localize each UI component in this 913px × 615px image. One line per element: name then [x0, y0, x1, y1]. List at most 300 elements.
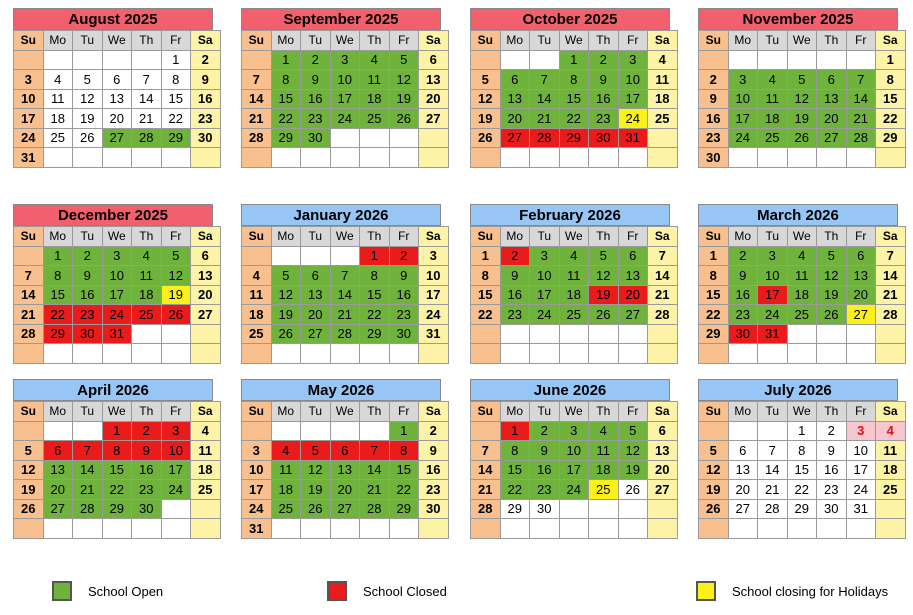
- day-cell: 6: [43, 441, 73, 461]
- day-cell: 3: [161, 421, 191, 441]
- day-cell: 1: [559, 50, 589, 70]
- day-cell: 27: [191, 305, 221, 325]
- day-cell: 21: [471, 480, 501, 500]
- weekday-header: Th: [589, 402, 619, 422]
- empty-cell: [242, 421, 272, 441]
- month-3: [698, 8, 898, 168]
- month-title: January 2026: [241, 204, 441, 226]
- day-cell: 5: [301, 441, 331, 461]
- day-cell: 20: [728, 480, 758, 500]
- day-cell: 11: [242, 285, 272, 305]
- day-cell: 27: [102, 128, 132, 148]
- weekday-header: Su: [699, 31, 729, 51]
- day-cell: 11: [758, 89, 788, 109]
- empty-cell: [846, 50, 876, 70]
- weekday-header: We: [559, 227, 589, 247]
- day-cell: 30: [73, 324, 103, 344]
- weekday-header: Su: [242, 227, 272, 247]
- day-cell: 27: [728, 499, 758, 519]
- month-grid: [241, 401, 449, 539]
- day-cell: 11: [787, 266, 817, 286]
- day-cell: 14: [242, 89, 272, 109]
- day-cell: 7: [758, 441, 788, 461]
- day-cell: 6: [301, 266, 331, 286]
- day-cell: 21: [242, 109, 272, 129]
- day-cell: 18: [43, 109, 73, 129]
- day-cell: 6: [728, 441, 758, 461]
- empty-cell: [360, 519, 390, 539]
- day-cell: 14: [471, 460, 501, 480]
- empty-cell: [73, 50, 103, 70]
- day-cell: 27: [846, 305, 876, 325]
- day-cell: 26: [73, 128, 103, 148]
- weekday-header: Sa: [191, 402, 221, 422]
- empty-cell: [846, 519, 876, 539]
- weekday-header: Su: [471, 227, 501, 247]
- day-cell: 16: [132, 460, 162, 480]
- day-cell: 12: [471, 89, 501, 109]
- empty-cell: [500, 148, 530, 168]
- day-cell: 27: [301, 324, 331, 344]
- empty-cell: [500, 324, 530, 344]
- day-cell: 22: [500, 480, 530, 500]
- weekday-header: Su: [242, 402, 272, 422]
- day-cell: 31: [618, 128, 648, 148]
- day-cell: 29: [102, 499, 132, 519]
- day-cell: 7: [648, 246, 678, 266]
- day-cell: 30: [191, 128, 221, 148]
- day-cell: 6: [846, 246, 876, 266]
- legend-open-label: School Open: [88, 584, 164, 599]
- empty-cell: [500, 50, 530, 70]
- day-cell: 27: [330, 499, 360, 519]
- day-cell: 27: [500, 128, 530, 148]
- day-cell: 17: [758, 285, 788, 305]
- day-cell: 6: [419, 50, 449, 70]
- weekday-header: Fr: [618, 402, 648, 422]
- empty-cell: [876, 519, 906, 539]
- day-cell: 9: [73, 266, 103, 286]
- day-cell: 24: [846, 480, 876, 500]
- month-1: [241, 8, 441, 168]
- day-cell: 19: [301, 480, 331, 500]
- day-cell: 19: [271, 305, 301, 325]
- day-cell: 28: [242, 128, 272, 148]
- day-cell: 12: [271, 285, 301, 305]
- day-cell: 25: [271, 499, 301, 519]
- day-cell: 30: [389, 324, 419, 344]
- month-grid: [470, 226, 678, 364]
- empty-cell: [132, 344, 162, 364]
- day-cell: 21: [132, 109, 162, 129]
- weekday-header: Su: [242, 31, 272, 51]
- day-cell: 24: [242, 499, 272, 519]
- empty-cell: [191, 499, 221, 519]
- day-cell: 24: [559, 480, 589, 500]
- month-title: March 2026: [698, 204, 898, 226]
- legend-holiday-label: School closing for Holidays: [732, 584, 889, 599]
- empty-cell: [389, 344, 419, 364]
- empty-cell: [589, 519, 619, 539]
- empty-cell: [530, 148, 560, 168]
- day-cell: 17: [530, 285, 560, 305]
- day-cell: 8: [43, 266, 73, 286]
- day-cell: 20: [191, 285, 221, 305]
- weekday-header: We: [559, 31, 589, 51]
- weekday-header: Mo: [500, 227, 530, 247]
- day-cell: 21: [846, 109, 876, 129]
- month-grid: [698, 401, 906, 539]
- day-cell: 9: [699, 89, 729, 109]
- weekday-header: Tu: [530, 227, 560, 247]
- day-cell: 16: [191, 89, 221, 109]
- empty-cell: [559, 344, 589, 364]
- weekday-header: Fr: [389, 227, 419, 247]
- day-cell: 30: [728, 324, 758, 344]
- day-cell: 24: [330, 109, 360, 129]
- day-cell: 23: [728, 305, 758, 325]
- day-cell: 18: [648, 89, 678, 109]
- day-cell: 10: [618, 70, 648, 90]
- empty-cell: [817, 50, 847, 70]
- empty-cell: [102, 148, 132, 168]
- day-cell: 24: [161, 480, 191, 500]
- day-cell: 10: [242, 460, 272, 480]
- month-grid: [13, 30, 221, 168]
- weekday-header: Th: [360, 227, 390, 247]
- empty-cell: [102, 50, 132, 70]
- day-cell: 24: [758, 305, 788, 325]
- day-cell: 18: [271, 480, 301, 500]
- day-cell: 5: [471, 70, 501, 90]
- day-cell: 21: [530, 109, 560, 129]
- empty-cell: [191, 324, 221, 344]
- weekday-header: Th: [360, 31, 390, 51]
- day-cell: 13: [846, 266, 876, 286]
- weekday-header: Sa: [648, 402, 678, 422]
- empty-cell: [846, 344, 876, 364]
- empty-cell: [471, 148, 501, 168]
- day-cell: 5: [73, 70, 103, 90]
- day-cell: 28: [132, 128, 162, 148]
- weekday-header: Mo: [728, 227, 758, 247]
- day-cell: 13: [43, 460, 73, 480]
- day-cell: 7: [846, 70, 876, 90]
- day-cell: 16: [589, 89, 619, 109]
- month-title: June 2026: [470, 379, 670, 401]
- empty-cell: [43, 344, 73, 364]
- day-cell: 11: [132, 266, 162, 286]
- day-cell: 17: [14, 109, 44, 129]
- day-cell: 23: [389, 305, 419, 325]
- month-5: [241, 204, 441, 364]
- day-cell: 13: [728, 460, 758, 480]
- day-cell: 29: [559, 128, 589, 148]
- empty-cell: [14, 246, 44, 266]
- day-cell: 3: [419, 246, 449, 266]
- day-cell: 1: [389, 421, 419, 441]
- day-cell: 15: [787, 460, 817, 480]
- day-cell: 12: [161, 266, 191, 286]
- empty-cell: [360, 344, 390, 364]
- day-cell: 5: [161, 246, 191, 266]
- day-cell: 25: [360, 109, 390, 129]
- day-cell: 8: [271, 70, 301, 90]
- day-cell: 2: [132, 421, 162, 441]
- weekday-header: Th: [817, 402, 847, 422]
- weekday-header: Sa: [419, 31, 449, 51]
- empty-cell: [728, 344, 758, 364]
- day-cell: 17: [330, 89, 360, 109]
- empty-cell: [559, 148, 589, 168]
- day-cell: 13: [500, 89, 530, 109]
- weekday-header: Mo: [271, 402, 301, 422]
- empty-cell: [817, 519, 847, 539]
- day-cell: 4: [787, 246, 817, 266]
- swatch-open: [52, 581, 72, 601]
- empty-cell: [618, 344, 648, 364]
- day-cell: 12: [73, 89, 103, 109]
- empty-cell: [43, 519, 73, 539]
- empty-cell: [699, 421, 729, 441]
- empty-cell: [389, 148, 419, 168]
- day-cell: 1: [102, 421, 132, 441]
- day-cell: 14: [758, 460, 788, 480]
- empty-cell: [589, 499, 619, 519]
- day-cell: 31: [758, 324, 788, 344]
- day-cell: 18: [132, 285, 162, 305]
- weekday-header: Mo: [500, 31, 530, 51]
- empty-cell: [471, 519, 501, 539]
- weekday-header: Mo: [43, 402, 73, 422]
- day-cell: 11: [271, 460, 301, 480]
- day-cell: 29: [787, 499, 817, 519]
- month-0: [13, 8, 213, 168]
- day-cell: 17: [846, 460, 876, 480]
- day-cell: 2: [73, 246, 103, 266]
- day-cell: 18: [559, 285, 589, 305]
- day-cell: 23: [589, 109, 619, 129]
- empty-cell: [132, 148, 162, 168]
- day-cell: 26: [161, 305, 191, 325]
- day-cell: 29: [500, 499, 530, 519]
- empty-cell: [699, 344, 729, 364]
- day-cell: 9: [191, 70, 221, 90]
- day-cell: 6: [817, 70, 847, 90]
- day-cell: 29: [43, 324, 73, 344]
- day-cell: 5: [271, 266, 301, 286]
- day-cell: 7: [132, 70, 162, 90]
- empty-cell: [648, 128, 678, 148]
- empty-cell: [758, 344, 788, 364]
- day-cell: 13: [648, 441, 678, 461]
- day-cell: 17: [161, 460, 191, 480]
- day-cell: 31: [242, 519, 272, 539]
- day-cell: 27: [817, 128, 847, 148]
- empty-cell: [618, 499, 648, 519]
- empty-cell: [419, 148, 449, 168]
- day-cell: 29: [271, 128, 301, 148]
- day-cell: 18: [589, 460, 619, 480]
- day-cell: 24: [618, 109, 648, 129]
- day-cell: 11: [191, 441, 221, 461]
- weekday-header: We: [330, 227, 360, 247]
- weekday-header: We: [102, 31, 132, 51]
- day-cell: 26: [589, 305, 619, 325]
- day-cell: 20: [43, 480, 73, 500]
- day-cell: 12: [618, 441, 648, 461]
- day-cell: 25: [758, 128, 788, 148]
- empty-cell: [330, 344, 360, 364]
- weekday-header: Sa: [191, 31, 221, 51]
- empty-cell: [728, 421, 758, 441]
- day-cell: 19: [161, 285, 191, 305]
- empty-cell: [817, 148, 847, 168]
- day-cell: 4: [271, 441, 301, 461]
- empty-cell: [271, 246, 301, 266]
- day-cell: 5: [589, 246, 619, 266]
- empty-cell: [758, 421, 788, 441]
- day-cell: 19: [817, 285, 847, 305]
- day-cell: 11: [360, 70, 390, 90]
- day-cell: 15: [161, 89, 191, 109]
- day-cell: 20: [102, 109, 132, 129]
- day-cell: 11: [648, 70, 678, 90]
- day-cell: 30: [419, 499, 449, 519]
- empty-cell: [132, 50, 162, 70]
- day-cell: 2: [699, 70, 729, 90]
- day-cell: 2: [817, 421, 847, 441]
- day-cell: 5: [389, 50, 419, 70]
- empty-cell: [330, 421, 360, 441]
- weekday-header: Tu: [530, 31, 560, 51]
- weekday-header: Fr: [618, 31, 648, 51]
- day-cell: 9: [419, 441, 449, 461]
- empty-cell: [787, 148, 817, 168]
- month-9: [241, 379, 441, 539]
- empty-cell: [389, 519, 419, 539]
- day-cell: 26: [271, 324, 301, 344]
- day-cell: 15: [271, 89, 301, 109]
- weekday-header: Mo: [271, 227, 301, 247]
- empty-cell: [589, 148, 619, 168]
- empty-cell: [787, 344, 817, 364]
- weekday-header: Fr: [846, 227, 876, 247]
- empty-cell: [589, 324, 619, 344]
- weekday-header: Su: [14, 31, 44, 51]
- day-cell: 9: [301, 70, 331, 90]
- empty-cell: [161, 344, 191, 364]
- day-cell: 21: [648, 285, 678, 305]
- empty-cell: [648, 344, 678, 364]
- day-cell: 25: [242, 324, 272, 344]
- day-cell: 18: [758, 109, 788, 129]
- day-cell: 7: [530, 70, 560, 90]
- day-cell: 9: [530, 441, 560, 461]
- day-cell: 1: [500, 421, 530, 441]
- weekday-header: We: [330, 402, 360, 422]
- empty-cell: [161, 499, 191, 519]
- day-cell: 7: [73, 441, 103, 461]
- day-cell: 10: [419, 266, 449, 286]
- day-cell: 13: [618, 266, 648, 286]
- day-cell: 9: [589, 70, 619, 90]
- month-title: November 2025: [698, 8, 898, 30]
- day-cell: 16: [699, 109, 729, 129]
- day-cell: 19: [589, 285, 619, 305]
- empty-cell: [271, 148, 301, 168]
- weekday-header: Fr: [161, 31, 191, 51]
- month-title: May 2026: [241, 379, 441, 401]
- day-cell: 20: [618, 285, 648, 305]
- month-11: [698, 379, 898, 539]
- day-cell: 12: [787, 89, 817, 109]
- day-cell: 29: [161, 128, 191, 148]
- day-cell: 10: [102, 266, 132, 286]
- empty-cell: [758, 148, 788, 168]
- day-cell: 28: [876, 305, 906, 325]
- day-cell: 17: [102, 285, 132, 305]
- day-cell: 8: [500, 441, 530, 461]
- day-cell: 22: [389, 480, 419, 500]
- day-cell: 24: [419, 305, 449, 325]
- weekday-header: Fr: [846, 402, 876, 422]
- weekday-header: Tu: [758, 227, 788, 247]
- day-cell: 27: [648, 480, 678, 500]
- empty-cell: [161, 324, 191, 344]
- empty-cell: [73, 421, 103, 441]
- day-cell: 30: [817, 499, 847, 519]
- day-cell: 2: [500, 246, 530, 266]
- empty-cell: [360, 421, 390, 441]
- day-cell: 18: [191, 460, 221, 480]
- day-cell: 24: [530, 305, 560, 325]
- day-cell: 26: [618, 480, 648, 500]
- day-cell: 4: [589, 421, 619, 441]
- month-grid: [13, 226, 221, 364]
- weekday-header: Tu: [758, 402, 788, 422]
- empty-cell: [559, 324, 589, 344]
- day-cell: 23: [132, 480, 162, 500]
- empty-cell: [242, 246, 272, 266]
- empty-cell: [14, 519, 44, 539]
- empty-cell: [73, 148, 103, 168]
- day-cell: 20: [817, 109, 847, 129]
- day-cell: 14: [530, 89, 560, 109]
- day-cell: 9: [500, 266, 530, 286]
- day-cell: 23: [73, 305, 103, 325]
- empty-cell: [73, 519, 103, 539]
- day-cell: 22: [471, 305, 501, 325]
- day-cell: 28: [648, 305, 678, 325]
- day-cell: 8: [360, 266, 390, 286]
- month-grid: [241, 30, 449, 168]
- day-cell: 20: [846, 285, 876, 305]
- day-cell: 21: [758, 480, 788, 500]
- day-cell: 31: [14, 148, 44, 168]
- day-cell: 20: [330, 480, 360, 500]
- weekday-header: We: [102, 402, 132, 422]
- month-10: [470, 379, 670, 539]
- empty-cell: [500, 344, 530, 364]
- day-cell: 18: [876, 460, 906, 480]
- day-cell: 21: [14, 305, 44, 325]
- day-cell: 31: [846, 499, 876, 519]
- day-cell: 16: [500, 285, 530, 305]
- empty-cell: [191, 519, 221, 539]
- day-cell: 7: [360, 441, 390, 461]
- day-cell: 13: [817, 89, 847, 109]
